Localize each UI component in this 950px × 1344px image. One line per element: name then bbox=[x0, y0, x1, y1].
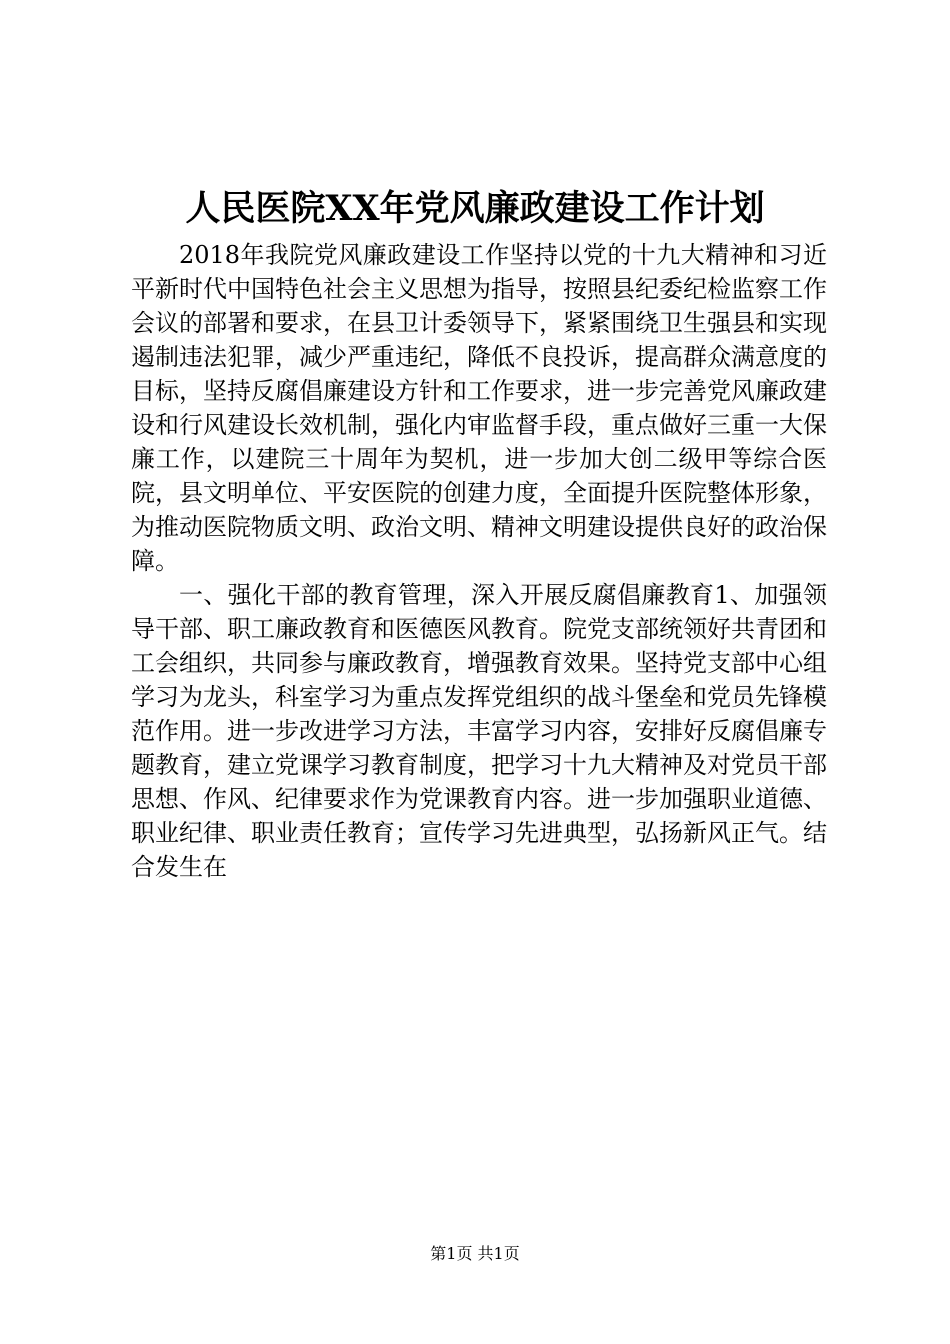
document-title: 人民医院XX年党风廉政建设工作计划 bbox=[185, 188, 765, 229]
paragraph-intro: 2018年我院党风廉政建设工作坚持以党的十九大精神和习近平新时代中国特色社会主义思想为指导，按照县纪委纪检监察工作会议的部署和要求，在县卫计委领导下，紧紧围绕卫生强县和实现遏制违法犯罪，减少严重违纪，降低不良投诉，提高群众满意度的目标，坚持反腐倡廉建设方针和工作要求，进一步完善党风廉政建设和行风建设长效机制，强化内审监督手段，重点做好三重一大保廉工作，以建院三十周年为契机，进一步加大创二级甲等综合医院，县文明单位、平安医院的创建力度，全面提升医院整体形象，为推动医院物质文明、政治文明、精神文明建设提供良好的政治保障。 bbox=[131, 241, 827, 575]
paragraph-section-one: 一、强化干部的教育管理，深入开展反腐倡廉教育1、加强领导干部、职工廉政教育和医德医风教育。院党支部统领好共青团和工会组织，共同参与廉政教育，增强教育效果。坚持党支部中心组学习为龙头，科室学习为重点发挥党组织的战斗堡垒和党员先锋模范作用。进一步改进学习方法，丰富学习内容，安排好反腐倡廉专题教育，建立党课学习教育制度，把学习十九大精神及对党员干部思想、作风、纪律要求作为党课教育内容。进一步加强职业道德、职业纪律、职业责任教育；宣传学习先进典型，弘扬新风正气。结合发生在 bbox=[131, 581, 827, 881]
page-number-footer: 第1页 共1页 bbox=[430, 1244, 520, 1263]
document-body bbox=[131, 238, 827, 884]
